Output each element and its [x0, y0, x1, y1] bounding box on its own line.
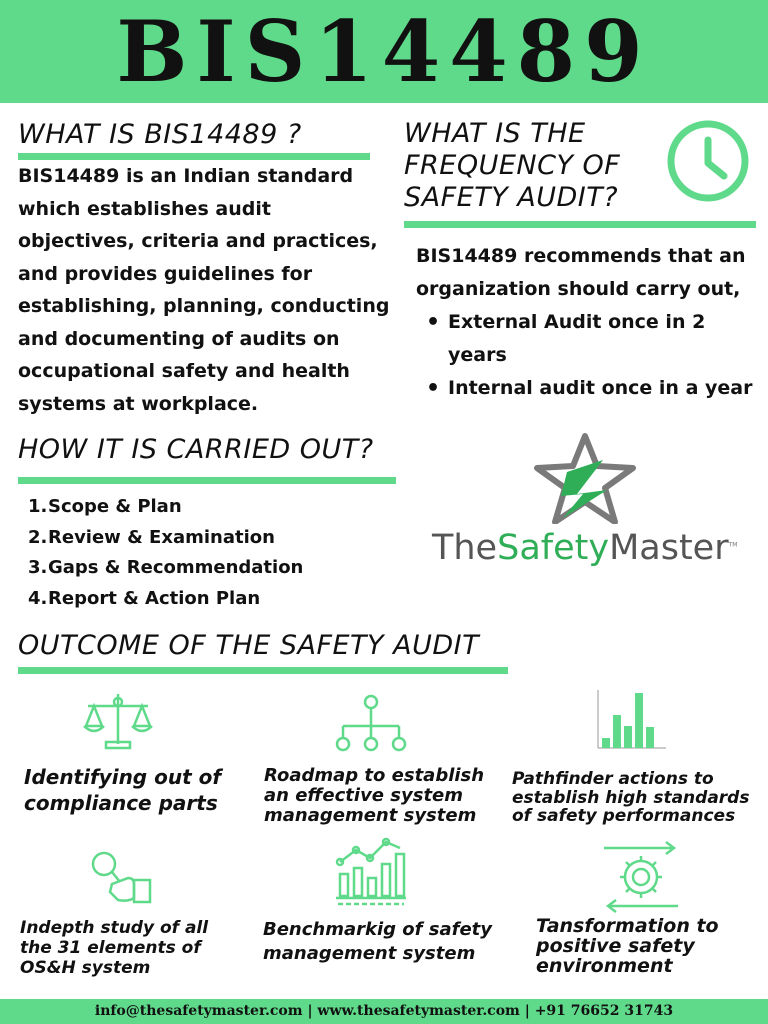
what-is-line: establishing, planning, conducting: [18, 295, 390, 317]
caption-line: OS&H system: [20, 958, 151, 978]
bullet-line: years: [448, 344, 507, 366]
bullet-line: • Internal audit once in a year: [448, 377, 753, 399]
logo-text-part: The: [432, 528, 498, 568]
frequency-underline: [404, 221, 756, 228]
brand-logo-text: [432, 528, 737, 568]
outcome-heading: OUTCOME OF THE SAFETY AUDIT: [18, 630, 480, 661]
list-item: [28, 492, 303, 523]
logo-text-part: Master: [609, 528, 729, 568]
caption-line: management system: [264, 805, 477, 826]
benchmark-chart-icon: [334, 834, 408, 908]
outcome-item-caption: [20, 918, 208, 978]
page-title: BIS14489: [116, 2, 652, 101]
outcome-item-caption: [264, 766, 484, 826]
outcome-item-caption: [263, 918, 492, 966]
caption-line: Tansformation to: [536, 915, 719, 937]
logo-text-part: Safety: [497, 528, 610, 568]
frequency-heading-line: FREQUENCY OF: [404, 150, 621, 181]
caption-line: Indepth study of all: [20, 918, 209, 938]
outcome-item-caption: [512, 770, 749, 826]
caption-line: an effective system: [264, 785, 464, 806]
caption-line: compliance parts: [24, 791, 218, 815]
what-is-line: objectives, criteria and practices,: [18, 230, 378, 252]
header-banner: [0, 0, 768, 103]
caption-line: Identifying out of: [24, 765, 222, 789]
scales-icon: [82, 690, 154, 752]
step-text: Report & Action Plan: [48, 587, 261, 609]
list-item: [420, 306, 768, 372]
step-number: 2.: [28, 526, 48, 548]
what-is-line: BIS14489 is an Indian standard: [18, 165, 354, 187]
clock-icon: [664, 118, 752, 204]
what-is-heading: WHAT IS BIS14489 ?: [18, 119, 302, 150]
caption-line: Benchmarkig of safety: [263, 919, 492, 940]
step-number: 3.: [28, 557, 48, 578]
list-item: [420, 372, 768, 405]
step-text: Scope & Plan: [48, 496, 182, 517]
footer-contact-bar: [0, 999, 768, 1024]
what-is-line: which establishes audit: [18, 197, 271, 220]
frequency-intro: [416, 240, 768, 306]
caption-line: management system: [263, 943, 476, 964]
step-number: 4.: [28, 587, 48, 609]
carried-out-heading: HOW IT IS CARRIED OUT?: [18, 434, 374, 465]
what-is-line: and documenting of audits on: [18, 327, 340, 350]
caption-line: of safety performances: [512, 806, 736, 826]
list-item: [28, 553, 303, 584]
outcome-item-caption: [536, 916, 719, 976]
caption-line: Pathfinder actions to: [512, 769, 714, 789]
star-logo-icon: [533, 432, 637, 524]
caption-line: the 31 elements of: [20, 938, 201, 958]
step-number: 1.: [28, 496, 48, 517]
caption-line: environment: [536, 955, 673, 977]
what-is-description: [18, 160, 398, 420]
caption-line: establish high standards: [512, 787, 750, 808]
what-is-line: and provides guidelines for: [18, 262, 313, 285]
caption-line: Roadmap to establish: [264, 765, 485, 786]
list-item: [28, 523, 303, 554]
outcome-underline: [18, 667, 508, 674]
frequency-heading: [404, 118, 620, 214]
step-text: Review & Examination: [48, 526, 275, 548]
frequency-intro-line: organization should carry out,: [416, 278, 741, 300]
carried-out-underline: [18, 477, 396, 484]
step-text: Gaps & Recommendation: [48, 557, 304, 578]
steps-list: [28, 492, 303, 614]
frequency-heading-line: WHAT IS THE: [404, 118, 586, 149]
frequency-intro-line: BIS14489 recommends that an: [416, 245, 746, 267]
outcome-item-caption: [24, 764, 221, 816]
footer-contact-text: info@thesafetymaster.com | www.thesafetymaster.com | +91 76652 31743: [94, 1003, 674, 1019]
trademark-mark: TM: [728, 541, 738, 549]
list-item: [28, 584, 303, 615]
what-is-line: systems at workplace.: [18, 392, 259, 415]
what-is-underline: [18, 153, 370, 160]
magnifier-hand-icon: [88, 850, 154, 906]
what-is-line: occupational safety and health: [18, 360, 350, 382]
frequency-bullet-list: [420, 306, 768, 405]
bullet-line: • External Audit once in 2: [448, 311, 706, 333]
bar-chart-icon: [594, 688, 668, 754]
caption-line: positive safety: [536, 935, 695, 957]
hierarchy-icon: [334, 694, 408, 754]
frequency-heading-line: SAFETY AUDIT?: [404, 182, 619, 213]
transformation-gear-icon: [600, 840, 682, 914]
